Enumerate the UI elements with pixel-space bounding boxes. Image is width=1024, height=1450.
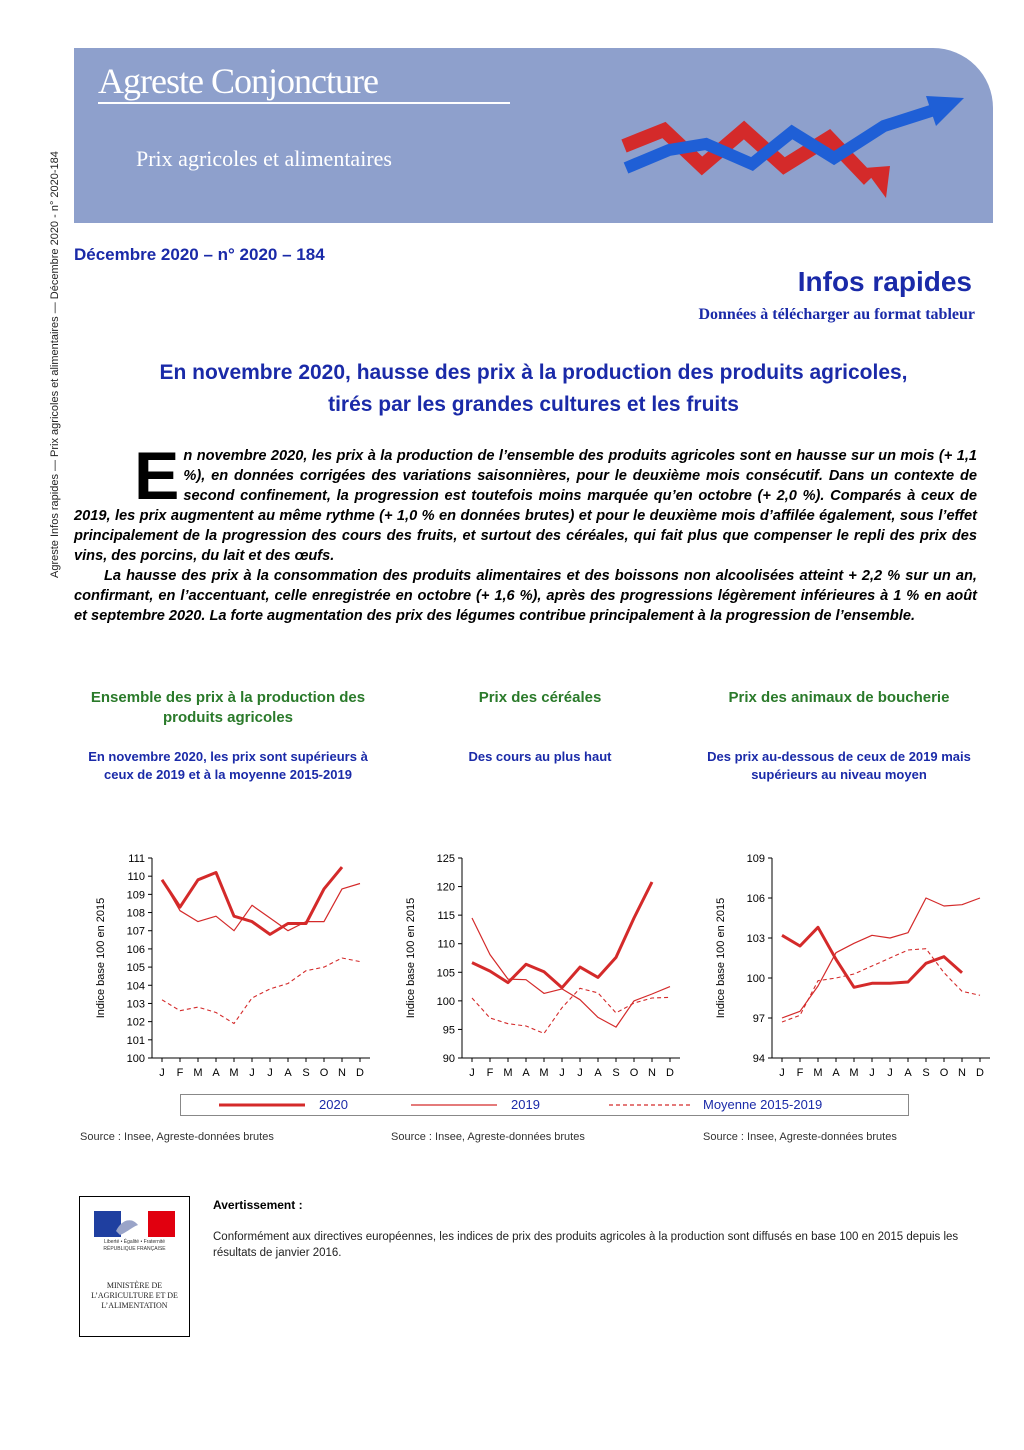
y-axis-label: Indice base 100 en 2015 <box>405 897 417 1019</box>
y-tick-label: 106 <box>746 893 765 905</box>
marianne-flag-icon <box>80 1197 189 1267</box>
drop-cap: E <box>134 438 180 514</box>
x-tick-label: M <box>229 1067 239 1079</box>
x-tick-label: D <box>976 1067 984 1079</box>
chart-cereales <box>390 840 690 1090</box>
series-line-2020 <box>472 882 652 988</box>
y-tick-label: 94 <box>752 1053 765 1065</box>
x-tick-label: M <box>539 1067 549 1079</box>
x-tick-label: N <box>338 1067 346 1079</box>
ministry-logo <box>79 1196 190 1337</box>
side-running-title: Agreste Infos rapides — Prix agricoles et alimentaires — Décembre 2020 - n° 2020-184 <box>49 151 61 578</box>
series-line-moyenne-2015-2019 <box>472 988 670 1033</box>
x-tick-label: J <box>559 1067 565 1079</box>
x-tick-label: A <box>284 1067 292 1079</box>
x-tick-label: N <box>648 1067 656 1079</box>
y-tick-label: 105 <box>436 967 455 980</box>
y-tick-label: 106 <box>126 943 145 956</box>
panel-3-heading <box>689 688 989 782</box>
x-tick-label: J <box>159 1067 165 1079</box>
series-line-2019 <box>782 898 980 1018</box>
x-tick-label: J <box>887 1067 893 1079</box>
x-tick-label: F <box>176 1067 184 1079</box>
x-tick-label: M <box>849 1067 859 1079</box>
summary-paragraph-1: n novembre 2020, les prix à la production de l’ensemble des produits agricoles sont en hausse sur un mois (+ 1,1 %), en données corrigées des variations saisonnières, pour le deuxième mois consécutif. Dans un contexte de second confinement, la progression est toutefois moins marquée qu’en octobre (+ 2,0 %). Comparés à ceux de 2019, les prix augmentent au même rythme (+ 1,0 % en données brutes) et pour le deuxième mois d’affilée également, sous l’effet principalement de la progression des cours des fruits, et surtout des céréales, qui fait plus que compenser le repli des prix des vins, des porcins, du lait et des œufs. <box>74 448 977 564</box>
logo-motto: Liberté • Égalité • Fraternité <box>103 1239 166 1245</box>
y-tick-label: 125 <box>436 853 455 865</box>
headline-line-1: En novembre 2020, hausse des prix à la production des produits agricoles, <box>159 361 908 384</box>
x-tick-label: N <box>958 1067 966 1079</box>
x-tick-label: O <box>939 1067 949 1079</box>
y-tick-label: 90 <box>442 1053 455 1065</box>
x-tick-label: D <box>666 1067 674 1079</box>
y-tick-label: 107 <box>126 925 145 938</box>
y-tick-label: 100 <box>126 1053 145 1065</box>
legend-avg-label: Moyenne 2015-2019 <box>703 1097 823 1112</box>
y-tick-label: 110 <box>437 938 455 951</box>
x-tick-label: S <box>922 1067 930 1079</box>
x-tick-label: F <box>486 1067 494 1079</box>
y-tick-label: 115 <box>437 910 455 923</box>
y-tick-label: 111 <box>128 853 145 865</box>
notice-text: Conformément aux directives européennes, les indices de prix des produits agricoles à la production sont diffusés en base 100 en 2015 depuis les résultats de janvier 2016. <box>213 1231 959 1259</box>
y-tick-label: 120 <box>436 881 455 894</box>
y-tick-label: 103 <box>126 998 145 1011</box>
logo-ministry-name: MINISTÈRE DE L’AGRICULTURE ET DE L’ALIMENTATION <box>91 1281 178 1310</box>
x-tick-label: O <box>629 1067 639 1079</box>
x-tick-label: J <box>249 1067 255 1079</box>
y-tick-label: 102 <box>126 1016 145 1029</box>
y-tick-label: 110 <box>127 871 145 884</box>
panel-title: Prix des animaux de boucherie <box>728 689 950 706</box>
summary-text <box>74 438 977 626</box>
header-banner <box>74 48 993 223</box>
legend-2020-label: 2020 <box>319 1097 348 1112</box>
y-tick-label: 109 <box>126 889 145 902</box>
x-tick-label: J <box>469 1067 475 1079</box>
chart-animaux <box>700 840 1000 1090</box>
x-tick-label: M <box>503 1067 513 1079</box>
panel-2-heading <box>390 688 690 764</box>
x-tick-label: J <box>577 1067 583 1079</box>
panel-subtitle: Des cours au plus haut <box>468 749 612 764</box>
x-tick-label: M <box>193 1067 203 1079</box>
summary-paragraph-2: La hausse des prix à la consommation des produits alimentaires et des boissons non alcoolisées atteint + 2,2 % sur un an, confirmant, en l’accentuant, celle enregistrée en octobre (+ 1,6 %), après des progressions légèrement inférieures à 1 % en août et septembre 2020. La forte augmentation des prix des légumes contribue principalement à la progression de l’ensemble. <box>74 568 977 624</box>
x-tick-label: S <box>302 1067 310 1079</box>
series-line-2020 <box>162 867 342 934</box>
notice-title: Avertissement : <box>213 1198 303 1212</box>
x-tick-label: M <box>813 1067 823 1079</box>
x-tick-label: S <box>612 1067 620 1079</box>
y-tick-label: 95 <box>442 1024 455 1037</box>
download-link[interactable]: Données à télécharger au format tableur <box>698 306 975 323</box>
headline-line-2: tirés par les grandes cultures et les fruits <box>328 393 739 416</box>
panel-subtitle: Des prix au-dessous de ceux de 2019 mais supérieurs au niveau moyen <box>707 749 971 782</box>
series-line-moyenne-2015-2019 <box>782 949 980 1022</box>
panel-3-source: Source : Insee, Agreste-données brutes <box>703 1131 897 1143</box>
publication-type: Infos rapides <box>797 266 972 297</box>
y-tick-label: 100 <box>746 973 765 985</box>
series-line-2019 <box>472 918 670 1027</box>
x-tick-label: J <box>779 1067 785 1079</box>
x-tick-label: A <box>904 1067 912 1079</box>
issue-number: Décembre 2020 – n° 2020 – 184 <box>74 245 325 264</box>
x-tick-label: A <box>522 1067 530 1079</box>
panel-title: Ensemble des prix à la production des produits agricoles <box>90 689 366 726</box>
banner-subtitle: Prix agricoles et alimentaires <box>136 146 392 171</box>
y-tick-label: 97 <box>752 1013 765 1025</box>
y-tick-label: 103 <box>746 933 765 945</box>
panel-1-source: Source : Insee, Agreste-données brutes <box>80 1131 274 1143</box>
x-tick-label: A <box>594 1067 602 1079</box>
panel-2-source: Source : Insee, Agreste-données brutes <box>391 1131 585 1143</box>
y-tick-label: 109 <box>746 853 765 865</box>
series-line-2020 <box>782 927 962 987</box>
brand-logo-text: Agreste Conjoncture <box>98 61 378 101</box>
trend-arrows-icon <box>614 68 994 198</box>
legend-2019-label: 2019 <box>511 1097 540 1112</box>
x-tick-label: A <box>832 1067 840 1079</box>
y-tick-label: 105 <box>126 962 145 975</box>
panel-subtitle: En novembre 2020, les prix sont supérieurs à ceux de 2019 et à la moyenne 2015-2019 <box>88 749 368 782</box>
y-tick-label: 104 <box>126 980 145 993</box>
logo-country: RÉPUBLIQUE FRANÇAISE <box>103 1246 166 1252</box>
x-tick-label: D <box>356 1067 364 1079</box>
x-tick-label: J <box>869 1067 875 1079</box>
y-tick-label: 101 <box>126 1034 145 1047</box>
x-tick-label: A <box>212 1067 220 1079</box>
panel-title: Prix des céréales <box>478 689 602 706</box>
chart-ensemble <box>80 840 380 1090</box>
headline <box>74 357 993 421</box>
panel-1-heading <box>78 688 378 782</box>
y-axis-label: Indice base 100 en 2015 <box>95 897 107 1019</box>
chart-legend <box>180 1094 909 1116</box>
y-tick-label: 100 <box>436 995 455 1008</box>
x-tick-label: F <box>796 1067 804 1079</box>
brand-underline <box>98 102 510 104</box>
x-tick-label: O <box>319 1067 329 1079</box>
series-line-moyenne-2015-2019 <box>162 958 360 1024</box>
y-axis-label: Indice base 100 en 2015 <box>715 897 727 1019</box>
y-tick-label: 108 <box>126 907 145 920</box>
x-tick-label: J <box>267 1067 273 1079</box>
